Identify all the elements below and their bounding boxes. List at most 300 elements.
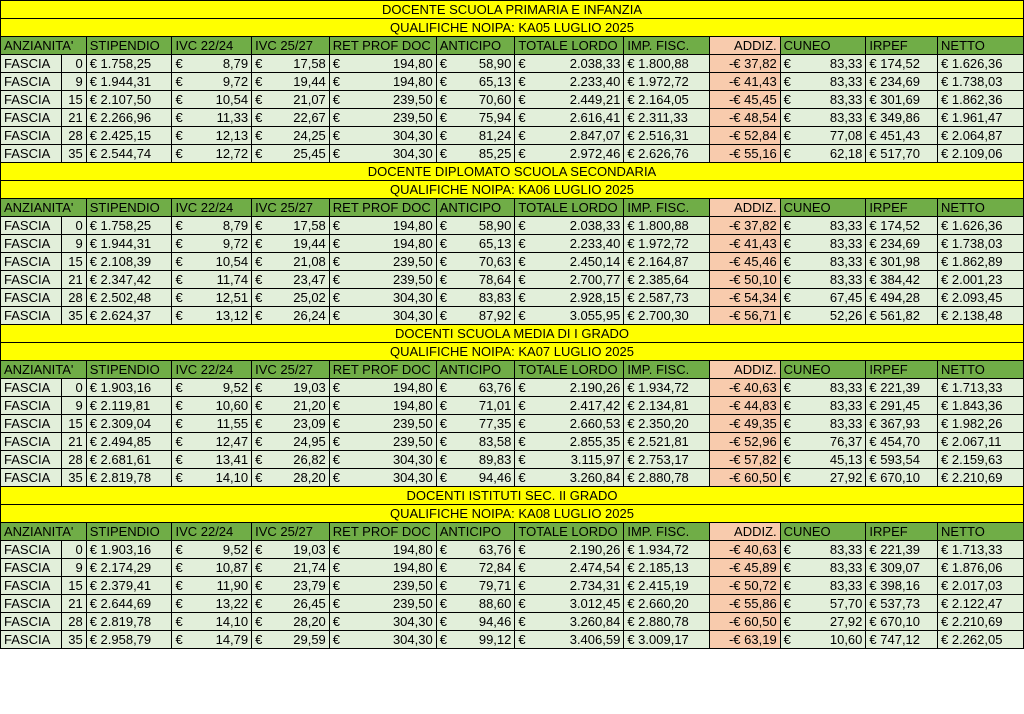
cell-number: 72,84	[478, 560, 512, 575]
addiz-value: -€ 45,89	[710, 559, 781, 577]
cell-number: 83,33	[829, 236, 863, 251]
euro-symbol: €	[783, 254, 791, 269]
cell-value	[780, 613, 866, 631]
euro-symbol: €	[439, 74, 447, 89]
cell-value: € 561,82	[866, 307, 938, 325]
cell-value	[252, 613, 330, 631]
cell-value	[329, 73, 436, 91]
column-header: IMP. FISC.	[624, 199, 710, 217]
table-row	[1, 559, 1024, 577]
table-row	[1, 127, 1024, 145]
addiz-value: -€ 55,16	[710, 145, 781, 163]
cell-number: 65,13	[478, 74, 512, 89]
cell-value	[172, 73, 252, 91]
cell-value: € 1.862,36	[938, 91, 1024, 109]
cell-number: 17,58	[293, 218, 326, 233]
cell-value	[515, 397, 624, 415]
cell-number: 88,60	[478, 596, 512, 611]
cell-number: 19,03	[293, 542, 326, 557]
euro-symbol: €	[332, 470, 341, 485]
cell-value: € 2.626,76	[624, 145, 710, 163]
anzianita-value: 28	[61, 127, 86, 145]
section-subtitle-row	[1, 505, 1024, 523]
table-row	[1, 235, 1024, 253]
fascia-label: FASCIA	[1, 253, 62, 271]
cell-value	[329, 451, 436, 469]
cell-value	[436, 307, 515, 325]
cell-value	[329, 469, 436, 487]
cell-number: 239,50	[392, 596, 433, 611]
cell-value: € 2.138,48	[938, 307, 1024, 325]
cell-value: € 221,39	[866, 379, 938, 397]
cell-number: 2.449,21	[569, 92, 621, 107]
euro-symbol: €	[175, 614, 183, 629]
cell-value	[780, 307, 866, 325]
cell-number: 2.616,41	[569, 110, 621, 125]
fascia-label: FASCIA	[1, 559, 62, 577]
cell-value: € 2.379,41	[86, 577, 172, 595]
euro-symbol: €	[175, 146, 183, 161]
cell-value: € 2.017,03	[938, 577, 1024, 595]
section-subtitle-row	[1, 343, 1024, 361]
euro-symbol: €	[439, 146, 447, 161]
cell-value	[252, 271, 330, 289]
cell-value	[329, 217, 436, 235]
section-title-row	[1, 1, 1024, 19]
euro-symbol: €	[783, 614, 791, 629]
cell-value	[515, 91, 624, 109]
cell-value	[780, 433, 866, 451]
cell-value	[436, 379, 515, 397]
addiz-value: -€ 63,19	[710, 631, 781, 649]
euro-symbol: €	[255, 452, 263, 467]
euro-symbol: €	[255, 632, 263, 647]
cell-value	[515, 469, 624, 487]
cell-value	[780, 469, 866, 487]
cell-value	[515, 541, 624, 559]
addiz-value: -€ 41,43	[710, 73, 781, 91]
fascia-label: FASCIA	[1, 289, 62, 307]
fascia-label: FASCIA	[1, 217, 62, 235]
cell-value	[329, 253, 436, 271]
euro-symbol: €	[255, 110, 263, 125]
cell-number: 8,79	[222, 56, 249, 71]
cell-value	[436, 631, 515, 649]
fascia-label: FASCIA	[1, 397, 62, 415]
cell-value	[515, 559, 624, 577]
cell-value	[515, 451, 624, 469]
cell-value: € 2.266,96	[86, 109, 172, 127]
cell-value: € 2.093,45	[938, 289, 1024, 307]
cell-value: € 1.982,26	[938, 415, 1024, 433]
cell-number: 99,12	[478, 632, 512, 647]
column-header: ADDIZ.	[710, 361, 781, 379]
cell-value	[252, 397, 330, 415]
cell-value	[252, 415, 330, 433]
euro-symbol: €	[175, 416, 183, 431]
cell-number: 79,71	[478, 578, 512, 593]
table-row	[1, 613, 1024, 631]
cell-value: € 1.738,03	[938, 73, 1024, 91]
column-header: CUNEO	[780, 361, 866, 379]
cell-number: 194,80	[392, 398, 433, 413]
addiz-value: -€ 50,72	[710, 577, 781, 595]
euro-symbol: €	[439, 290, 447, 305]
cell-value	[172, 433, 252, 451]
column-header: ANZIANITA'	[1, 361, 87, 379]
cell-value: € 1.903,16	[86, 541, 172, 559]
euro-symbol: €	[255, 272, 263, 287]
euro-symbol: €	[255, 92, 263, 107]
cell-number: 194,80	[392, 560, 433, 575]
cell-value: € 747,12	[866, 631, 938, 649]
cell-value: € 537,73	[866, 595, 938, 613]
cell-value	[329, 613, 436, 631]
euro-symbol: €	[175, 434, 183, 449]
euro-symbol: €	[255, 308, 263, 323]
cell-number: 239,50	[392, 92, 433, 107]
euro-symbol: €	[439, 398, 447, 413]
anzianita-value: 9	[61, 559, 86, 577]
anzianita-value: 35	[61, 631, 86, 649]
euro-symbol: €	[439, 578, 447, 593]
cell-number: 83,83	[478, 290, 512, 305]
cell-value: € 2.122,47	[938, 595, 1024, 613]
cell-number: 2.474,54	[569, 560, 621, 575]
cell-value	[436, 109, 515, 127]
euro-symbol: €	[518, 596, 526, 611]
cell-value	[329, 307, 436, 325]
cell-value	[436, 559, 515, 577]
cell-value	[780, 631, 866, 649]
cell-value: € 2.415,19	[624, 577, 710, 595]
cell-value	[172, 55, 252, 73]
column-header: TOTALE LORDO	[515, 199, 624, 217]
cell-number: 28,20	[293, 470, 326, 485]
euro-symbol: €	[255, 236, 263, 251]
addiz-value: -€ 40,63	[710, 541, 781, 559]
euro-symbol: €	[255, 614, 263, 629]
fascia-label: FASCIA	[1, 613, 62, 631]
cell-value	[329, 235, 436, 253]
column-header: RET PROF DOC	[329, 199, 436, 217]
euro-symbol: €	[255, 470, 263, 485]
cell-value: € 2.159,63	[938, 451, 1024, 469]
cell-value	[515, 217, 624, 235]
cell-value: € 1.713,33	[938, 379, 1024, 397]
euro-symbol: €	[332, 614, 341, 629]
cell-value	[172, 235, 252, 253]
cell-value	[252, 73, 330, 91]
cell-value	[780, 541, 866, 559]
euro-symbol: €	[783, 452, 791, 467]
table-row	[1, 289, 1024, 307]
anzianita-value: 28	[61, 289, 86, 307]
cell-value	[252, 127, 330, 145]
cell-value	[252, 145, 330, 163]
cell-value	[172, 595, 252, 613]
cell-number: 58,90	[478, 56, 512, 71]
cell-value	[436, 145, 515, 163]
table-row	[1, 145, 1024, 163]
cell-value	[172, 379, 252, 397]
cell-number: 83,33	[829, 74, 863, 89]
euro-symbol: €	[783, 110, 791, 125]
cell-number: 304,30	[392, 128, 433, 143]
cell-value: € 291,45	[866, 397, 938, 415]
cell-value	[172, 559, 252, 577]
cell-value: € 451,43	[866, 127, 938, 145]
column-header: IMP. FISC.	[624, 361, 710, 379]
column-header: ANTICIPO	[436, 37, 515, 55]
euro-symbol: €	[175, 290, 183, 305]
cell-value: € 234,69	[866, 73, 938, 91]
cell-value	[780, 451, 866, 469]
column-header: NETTO	[938, 523, 1024, 541]
cell-number: 83,33	[829, 578, 863, 593]
addiz-value: -€ 60,50	[710, 469, 781, 487]
cell-value	[780, 415, 866, 433]
cell-number: 10,54	[215, 254, 249, 269]
euro-symbol: €	[518, 416, 526, 431]
cell-value: € 1.713,33	[938, 541, 1024, 559]
euro-symbol: €	[783, 128, 791, 143]
cell-value	[252, 469, 330, 487]
cell-value: € 398,16	[866, 577, 938, 595]
cell-number: 11,55	[216, 416, 249, 431]
section-subtitle-row	[1, 181, 1024, 199]
cell-value	[780, 91, 866, 109]
header-row	[1, 523, 1024, 541]
fascia-label: FASCIA	[1, 55, 62, 73]
cell-value	[436, 397, 515, 415]
cell-value: € 593,54	[866, 451, 938, 469]
column-header: IRPEF	[866, 199, 938, 217]
euro-symbol: €	[332, 218, 341, 233]
cell-number: 23,79	[293, 578, 326, 593]
cell-value	[515, 253, 624, 271]
cell-value: € 670,10	[866, 469, 938, 487]
cell-value: € 384,42	[866, 271, 938, 289]
euro-symbol: €	[518, 452, 526, 467]
cell-value: € 2.164,87	[624, 253, 710, 271]
cell-number: 94,46	[478, 470, 512, 485]
euro-symbol: €	[175, 56, 183, 71]
cell-value: € 2.174,29	[86, 559, 172, 577]
cell-value: € 2.660,20	[624, 595, 710, 613]
cell-number: 14,10	[215, 614, 249, 629]
cell-number: 14,10	[215, 470, 249, 485]
cell-number: 11,74	[216, 272, 249, 287]
cell-value: € 1.758,25	[86, 55, 172, 73]
cell-value	[436, 127, 515, 145]
cell-value: € 234,69	[866, 235, 938, 253]
euro-symbol: €	[332, 398, 341, 413]
euro-symbol: €	[175, 560, 183, 575]
cell-value	[172, 613, 252, 631]
cell-number: 19,03	[293, 380, 326, 395]
cell-value	[515, 595, 624, 613]
column-header: RET PROF DOC	[329, 523, 436, 541]
cell-value	[436, 271, 515, 289]
cell-number: 3.115,97	[570, 452, 621, 467]
cell-value	[780, 271, 866, 289]
euro-symbol: €	[332, 92, 341, 107]
section-title: DOCENTE SCUOLA PRIMARIA E INFANZIA	[1, 1, 1024, 19]
cell-value: € 174,52	[866, 55, 938, 73]
addiz-value: -€ 52,84	[710, 127, 781, 145]
euro-symbol: €	[175, 452, 183, 467]
cell-number: 70,63	[478, 254, 512, 269]
cell-value	[329, 595, 436, 613]
cell-value	[329, 379, 436, 397]
cell-number: 24,95	[293, 434, 326, 449]
euro-symbol: €	[255, 56, 263, 71]
cell-value: € 1.961,47	[938, 109, 1024, 127]
cell-number: 83,33	[829, 272, 863, 287]
cell-number: 2.660,53	[569, 416, 621, 431]
cell-number: 10,60	[215, 398, 249, 413]
column-header: ADDIZ.	[710, 523, 781, 541]
cell-number: 12,72	[215, 146, 249, 161]
column-header: IRPEF	[866, 37, 938, 55]
cell-number: 2.190,26	[569, 380, 621, 395]
addiz-value: -€ 49,35	[710, 415, 781, 433]
cell-number: 304,30	[392, 632, 433, 647]
section-title: DOCENTI ISTITUTI SEC. II GRADO	[1, 487, 1024, 505]
euro-symbol: €	[518, 470, 526, 485]
header-row	[1, 361, 1024, 379]
fascia-label: FASCIA	[1, 127, 62, 145]
euro-symbol: €	[175, 92, 183, 107]
anzianita-value: 0	[61, 541, 86, 559]
cell-number: 83,33	[829, 560, 863, 575]
euro-symbol: €	[783, 542, 791, 557]
cell-value	[780, 217, 866, 235]
cell-value	[172, 307, 252, 325]
cell-number: 83,58	[478, 434, 512, 449]
cell-number: 12,13	[215, 128, 249, 143]
cell-number: 23,47	[293, 272, 326, 287]
cell-number: 239,50	[392, 416, 433, 431]
fascia-label: FASCIA	[1, 631, 62, 649]
cell-value: € 2.262,05	[938, 631, 1024, 649]
cell-value	[329, 127, 436, 145]
euro-symbol: €	[332, 596, 341, 611]
cell-number: 2.233,40	[569, 74, 621, 89]
euro-symbol: €	[518, 290, 526, 305]
cell-value: € 1.862,89	[938, 253, 1024, 271]
cell-value	[252, 307, 330, 325]
cell-value: € 2.880,78	[624, 469, 710, 487]
cell-number: 21,08	[293, 254, 326, 269]
cell-value: € 2.880,78	[624, 613, 710, 631]
table-row	[1, 577, 1024, 595]
cell-number: 83,33	[829, 218, 863, 233]
section-subtitle-row	[1, 19, 1024, 37]
cell-value	[252, 289, 330, 307]
addiz-value: -€ 54,34	[710, 289, 781, 307]
cell-value	[436, 577, 515, 595]
table-row	[1, 91, 1024, 109]
cell-value: € 2.425,15	[86, 127, 172, 145]
euro-symbol: €	[439, 236, 447, 251]
anzianita-value: 0	[61, 379, 86, 397]
cell-number: 9,72	[222, 74, 249, 89]
euro-symbol: €	[518, 74, 526, 89]
euro-symbol: €	[332, 434, 341, 449]
euro-symbol: €	[332, 56, 341, 71]
cell-value: € 349,86	[866, 109, 938, 127]
cell-number: 78,64	[478, 272, 512, 287]
cell-value	[780, 595, 866, 613]
euro-symbol: €	[332, 254, 341, 269]
cell-value	[515, 55, 624, 73]
cell-value: € 1.800,88	[624, 55, 710, 73]
cell-number: 239,50	[392, 578, 433, 593]
euro-symbol: €	[255, 74, 263, 89]
cell-number: 194,80	[392, 218, 433, 233]
euro-symbol: €	[783, 290, 791, 305]
cell-number: 9,72	[222, 236, 249, 251]
cell-number: 3.406,59	[569, 632, 621, 647]
column-header: STIPENDIO	[86, 361, 172, 379]
cell-value	[436, 73, 515, 91]
euro-symbol: €	[439, 452, 447, 467]
cell-number: 17,58	[293, 56, 326, 71]
anzianita-value: 9	[61, 235, 86, 253]
euro-symbol: €	[332, 560, 341, 575]
euro-symbol: €	[518, 542, 526, 557]
cell-number: 10,60	[829, 632, 863, 647]
section-title: DOCENTE DIPLOMATO SCUOLA SECONDARIA	[1, 163, 1024, 181]
euro-symbol: €	[439, 56, 447, 71]
cell-number: 3.055,95	[569, 308, 621, 323]
cell-number: 27,92	[829, 614, 863, 629]
euro-symbol: €	[518, 254, 526, 269]
cell-value: € 1.626,36	[938, 217, 1024, 235]
fascia-label: FASCIA	[1, 379, 62, 397]
cell-value	[172, 451, 252, 469]
euro-symbol: €	[255, 254, 263, 269]
cell-number: 194,80	[392, 380, 433, 395]
euro-symbol: €	[518, 434, 526, 449]
section-title-row	[1, 163, 1024, 181]
table-row	[1, 433, 1024, 451]
euro-symbol: €	[439, 434, 447, 449]
column-header: CUNEO	[780, 37, 866, 55]
addiz-value: -€ 48,54	[710, 109, 781, 127]
column-header: IVC 22/24	[172, 37, 252, 55]
euro-symbol: €	[332, 74, 341, 89]
cell-value	[329, 91, 436, 109]
euro-symbol: €	[783, 92, 791, 107]
cell-value	[252, 55, 330, 73]
cell-value	[252, 577, 330, 595]
euro-symbol: €	[439, 218, 447, 233]
cell-value: € 2.210,69	[938, 469, 1024, 487]
cell-value: € 2.385,64	[624, 271, 710, 289]
euro-symbol: €	[439, 416, 447, 431]
addiz-value: -€ 55,86	[710, 595, 781, 613]
cell-value	[172, 271, 252, 289]
euro-symbol: €	[783, 56, 791, 71]
table-row	[1, 73, 1024, 91]
anzianita-value: 9	[61, 73, 86, 91]
column-header: IVC 25/27	[252, 523, 330, 541]
cell-number: 76,37	[829, 434, 863, 449]
fascia-label: FASCIA	[1, 595, 62, 613]
